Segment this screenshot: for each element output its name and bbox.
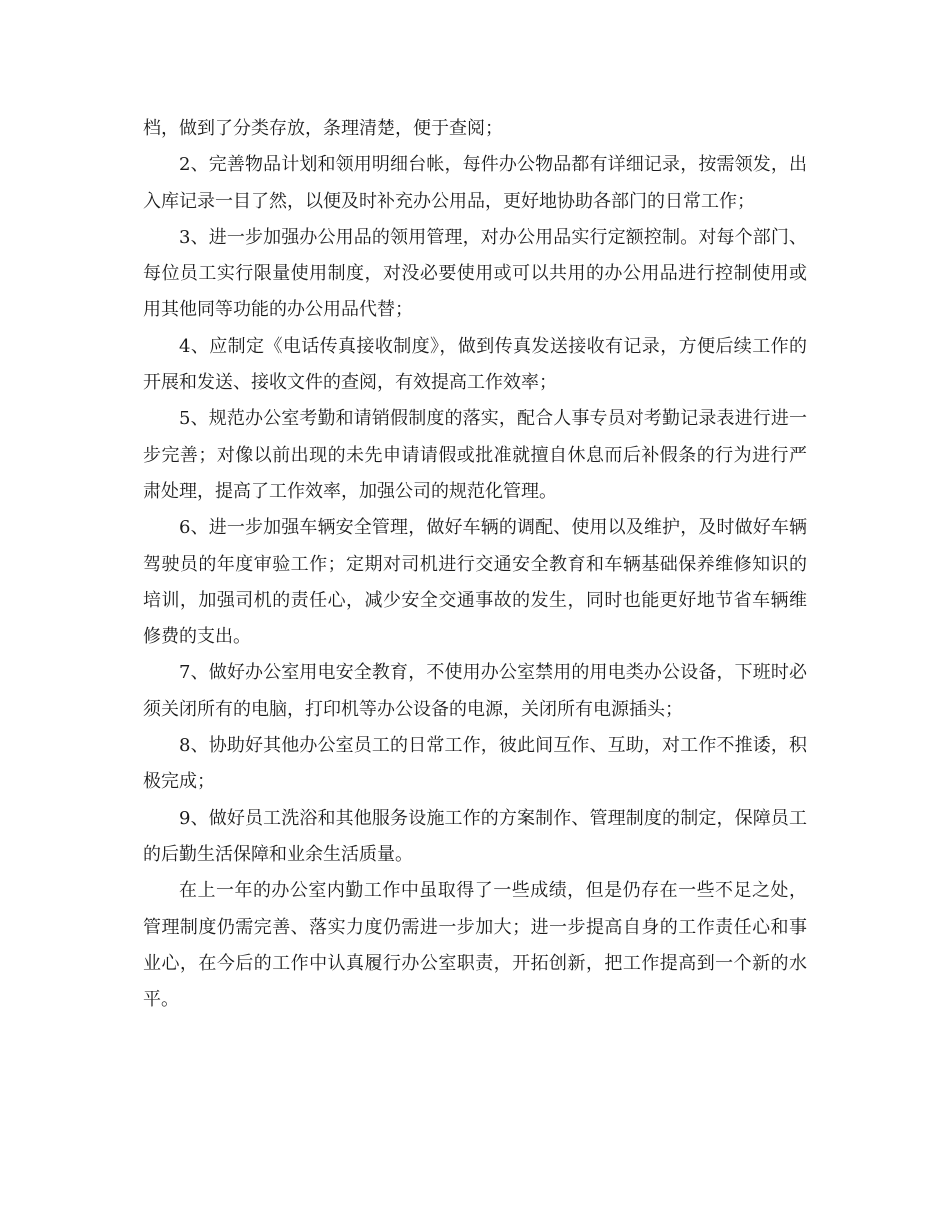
paragraph-item-4: 4、应制定《电话传真接收制度》，做到传真发送接收有记录，方便后续工作的开展和发送、接收文件的查阅，有效提高工作效率； [143, 335, 807, 394]
paragraph-item-5: 5、规范办公室考勤和请销假制度的落实，配合人事专员对考勤记录表进行进一步完善；对像以前出现的未先申请请假或批准就擅自休息而后补假条的行为进行严肃处理，提高了工作效率，加强公司的规范化管理。 [143, 408, 807, 502]
paragraph-conclusion: 在上一年的办公室内勤工作中虽取得了一些成绩，但是仍存在一些不足之处，管理制度仍需完善、落实力度仍需进一步加大；进一步提高自身的工作责任心和事业心，在今后的工作中认真履行办公室职责，开拓创新，把工作提高到一个新的水平。 [143, 880, 807, 1011]
paragraph-continuation: 档，做到了分类存放，条理清楚，便于查阅； [143, 118, 503, 139]
paragraph-item-7: 7、做好办公室用电安全教育，不使用办公室禁用的用电类办公设备，下班时必须关闭所有的电脑，打印机等办公设备的电源，关闭所有电源插头； [143, 662, 807, 720]
document-body [143, 111, 807, 1018]
paragraph-item-8: 8、协助好其他办公室员工的日常工作，彼此间互作、互助，对工作不推诿，积极完成； [143, 735, 807, 793]
paragraph-item-6: 6、进一步加强车辆安全管理，做好车辆的调配、使用以及维护，及时做好车辆驾驶员的年度审验工作；定期对司机进行交通安全教育和车辆基础保养维修知识的培训，加强司机的责任心，减少安全交通事故的发生，同时也能更好地节省车辆维修费的支出。 [143, 517, 807, 648]
paragraph-item-9: 9、做好员工洗浴和其他服务设施工作的方案制作、管理制度的制定，保障员工的后勤生活保障和业余生活质量。 [143, 807, 807, 865]
paragraph-item-2: 2、完善物品计划和领用明细台帐，每件办公物品都有详细记录，按需领发，出入库记录一目了然，以便及时补充办公用品，更好地协助各部门的日常工作； [143, 154, 807, 212]
paragraph-item-3: 3、进一步加强办公用品的领用管理，对办公用品实行定额控制。对每个部门、每位员工实行限量使用制度，对没必要使用或可以共用的办公用品进行控制使用或用其他同等功能的办公用品代替； [143, 226, 807, 321]
